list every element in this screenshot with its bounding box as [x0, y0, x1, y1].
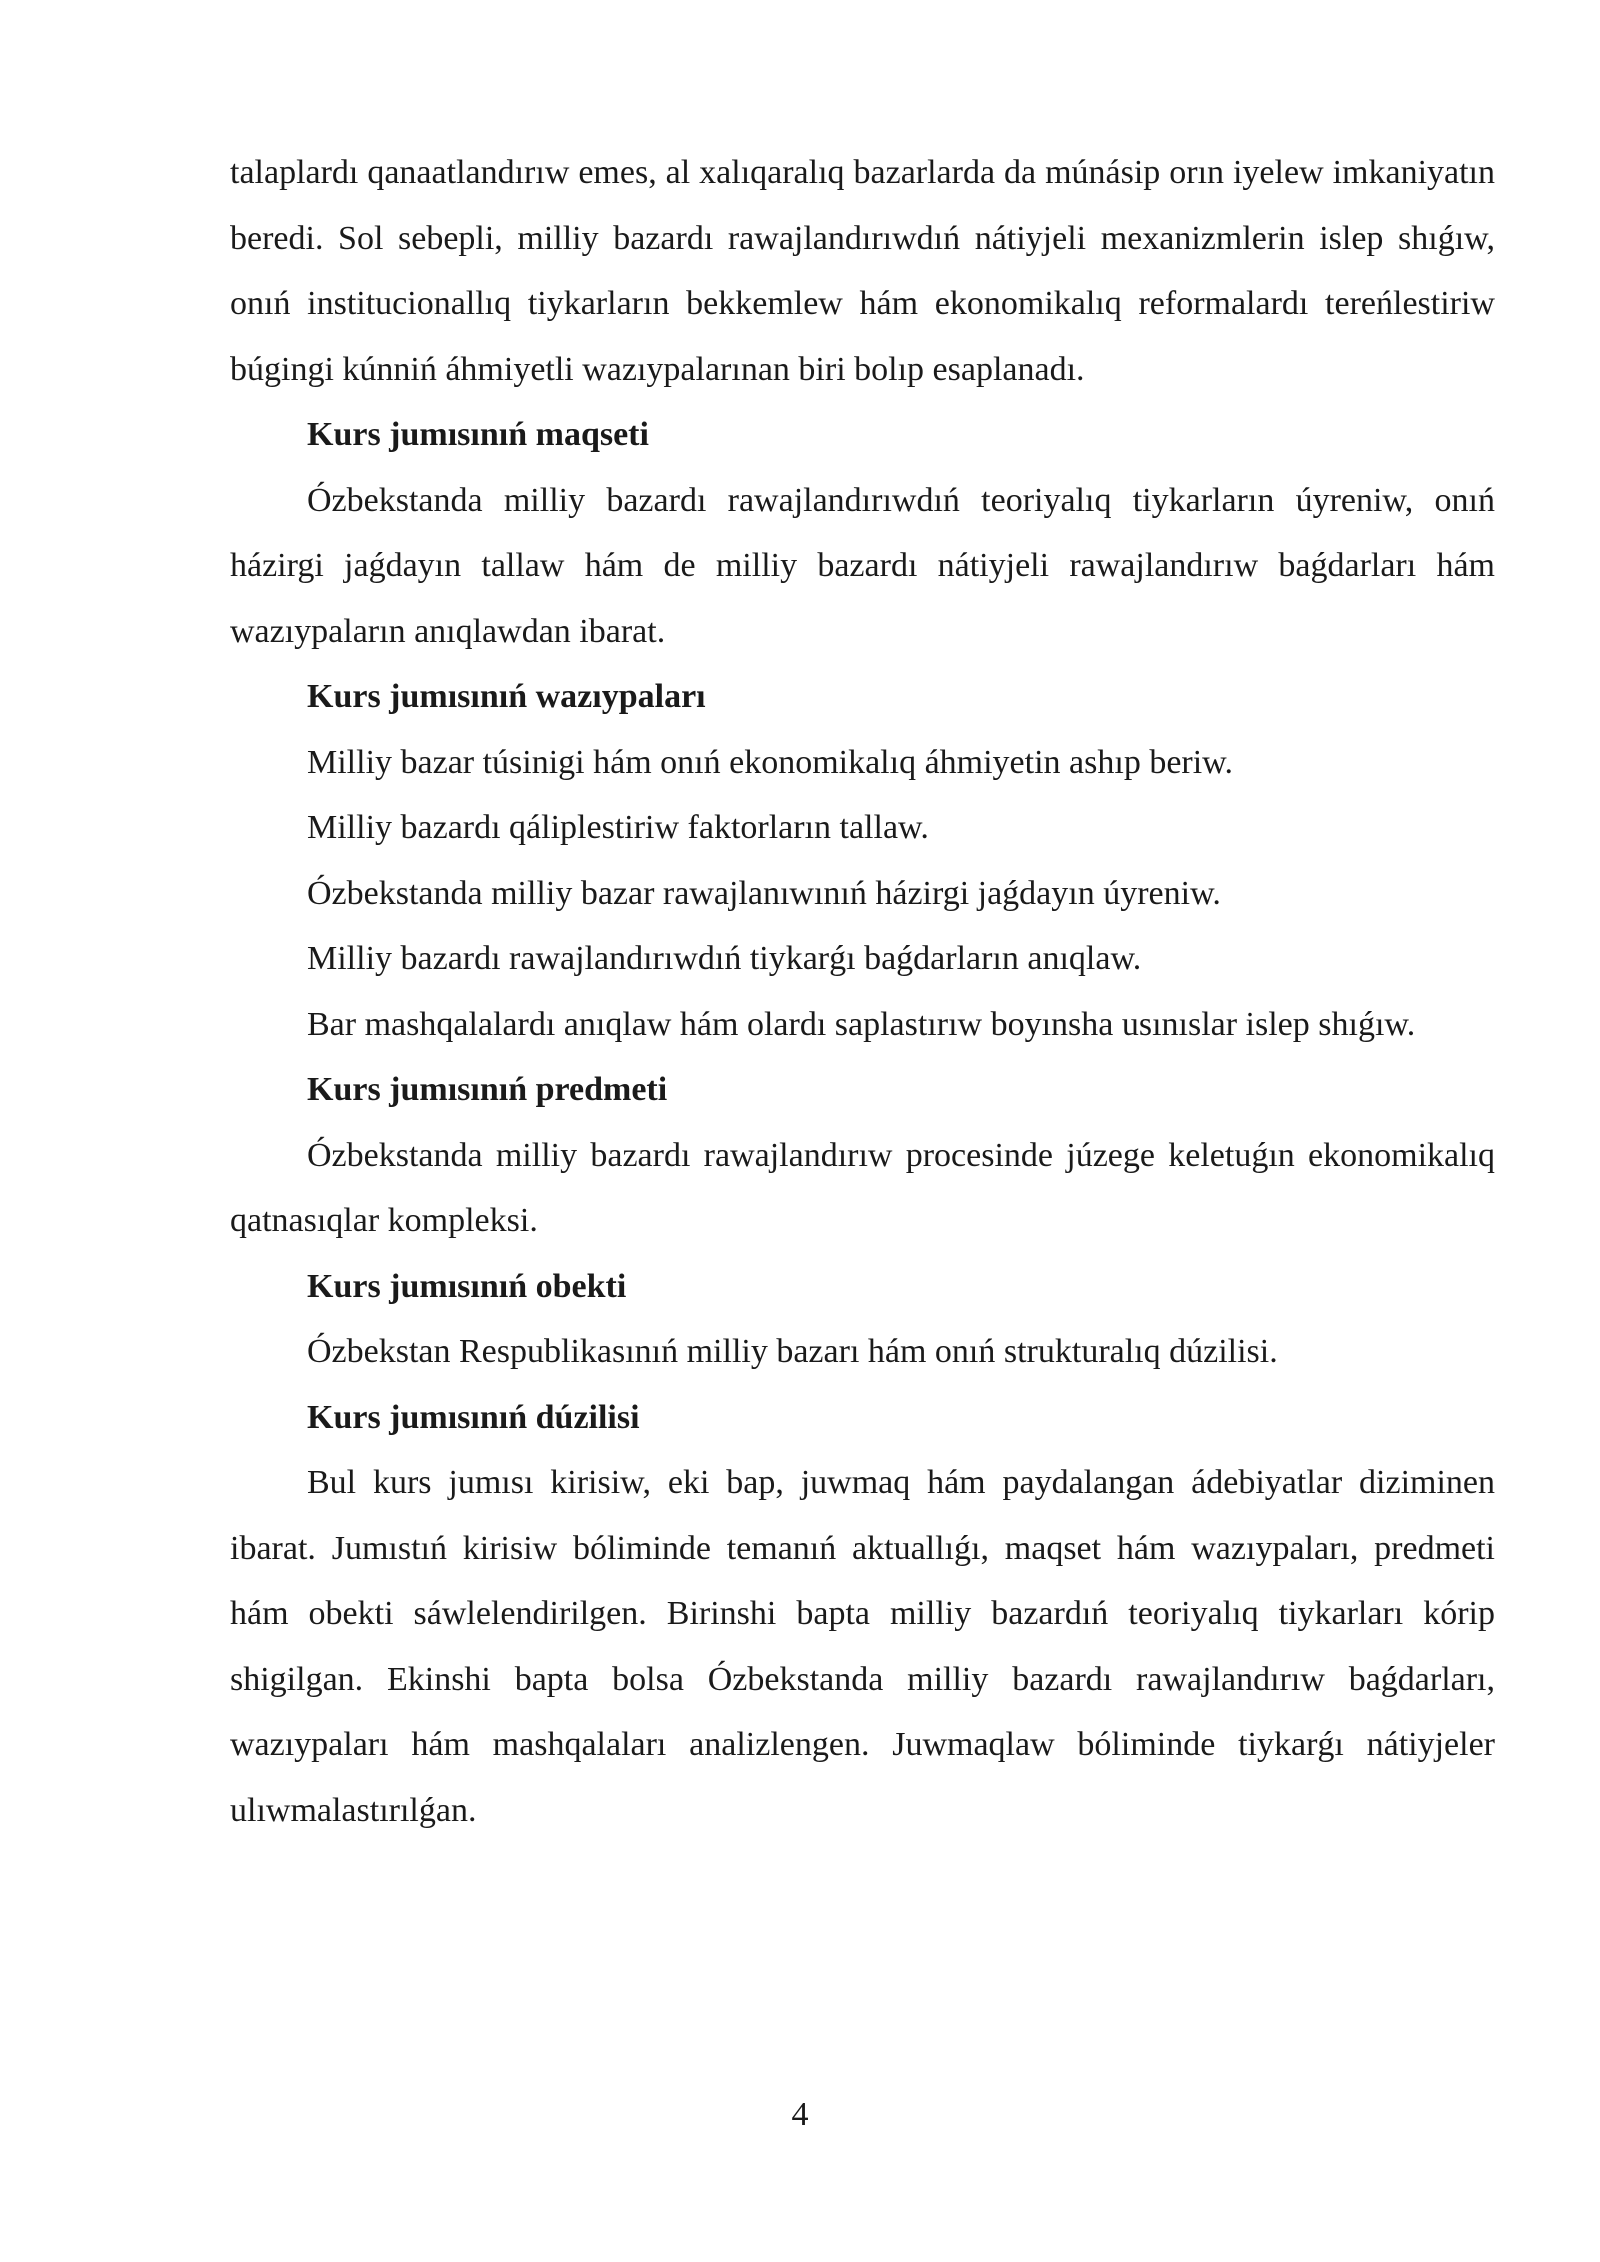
heading-predmeti: Kurs jumısınıń predmeti — [307, 1071, 668, 1108]
task-item: Milliy bazardı qáliplestiriw faktorların tallaw. — [307, 809, 929, 846]
task-item: Ózbekstanda milliy bazar rawajlanıwınıń házirgi jaǵdayın úyreniw. — [307, 874, 1221, 912]
paragraph-obekti: Ózbekstan Respublikasınıń milliy bazarı hám onıń strukturalıq dúzilisi. — [307, 1333, 1278, 1370]
heading-wazıypalari: Kurs jumısınıń wazıypaları — [307, 678, 706, 715]
paragraph-duzilisi: Bul kurs jumısı kirisiw, eki bap, juwmaq hám paydalangan ádebiyatlar diziminen ibarat. Jumıstıń kirisiw bóliminde temanıń aktuallıǵı, maqset hám wazıypaları, predmeti hám obekti sáwlelendirilgen. Birinshi bapta milliy bazardıń teoriyalıq tiykarları kórip shigilgan. Ekinshi bapta bolsa Ózbekstanda milliy bazardı rawajlandırıw baǵdarları, wazıypaları hám mashqalaları analizlengen. Juwmaqlaw bóliminde tiykarǵı nátiyjeler ulıwmalastırılǵan. — [230, 1464, 1495, 1829]
document-body — [230, 140, 1495, 1843]
heading-maqseti: Kurs jumısınıń maqseti — [307, 416, 649, 453]
task-item: Bar mashqalalardı anıqlaw hám olardı saplastırıw boyınsha usınıslar islep shıǵıw. — [307, 1005, 1416, 1043]
task-item: Milliy bazardı rawajlandırıwdıń tiykarǵı baǵdarların anıqlaw. — [307, 940, 1142, 977]
page-number: 4 — [791, 2096, 809, 2133]
heading-duzilisi: Kurs jumısınıń dúzilisi — [307, 1398, 640, 1436]
intro-paragraph: talaplardı qanaatlandırıw emes, al xalıqaralıq bazarlarda da múnásip orın iyelew imkaniyatın beredi. Sol sebepli, milliy bazardı rawajlandırıwdıń nátiyjeli mexanizmlerin islep shıǵıw, onıń institucionallıq tiykarların bekkemlew hám ekonomikalıq reformalardı tereńlestiriw búgingi kúnniń áhmiyetli wazıypalarınan biri bolıp esaplanadı. — [230, 154, 1495, 388]
heading-obekti: Kurs jumısınıń obekti — [307, 1267, 627, 1305]
task-item: Milliy bazar túsinigi hám onıń ekonomikalıq áhmiyetin ashıp beriw. — [307, 743, 1234, 781]
paragraph-predmeti: Ózbekstanda milliy bazardı rawajlandırıw procesinde júzege keletuǵın ekonomikalıq qatnasıqlar kompleksi. — [230, 1136, 1495, 1239]
paragraph-maqseti: Ózbekstanda milliy bazardı rawajlandırıwdıń teoriyalıq tiykarların úyreniw, onıń házirgi jaǵdayın tallaw hám de milliy bazardı nátiyjeli rawajlandırıw baǵdarları hám wazıypaların anıqlawdan ibarat. — [230, 481, 1495, 650]
